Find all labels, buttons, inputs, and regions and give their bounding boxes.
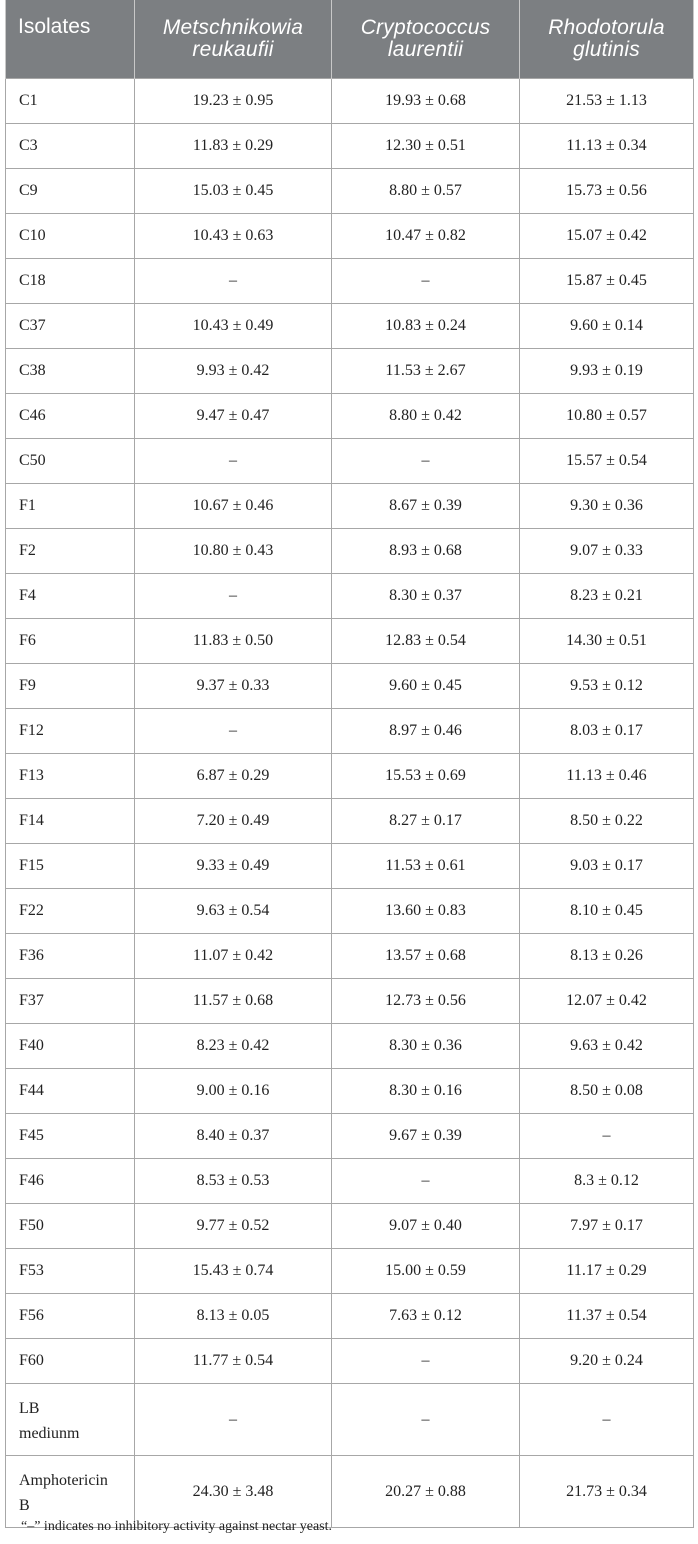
value-cell-m-reukaufii: 24.30 ± 3.48	[135, 1456, 332, 1528]
table-footnote: “–” indicates no inhibitory activity against nectar yeast.	[21, 1519, 333, 1534]
value-cell-c-laurentii: 10.47 ± 0.82	[332, 214, 520, 259]
isolate-cell: C9	[6, 169, 135, 214]
table-row	[6, 124, 694, 169]
isolate-label-line: mediunm	[19, 1424, 80, 1442]
value-cell-m-reukaufii: –	[135, 574, 332, 619]
value-cell-m-reukaufii: 7.20 ± 0.49	[135, 799, 332, 844]
value-cell-r-glutinis: 7.97 ± 0.17	[520, 1204, 694, 1249]
value-cell-c-laurentii: –	[332, 1384, 520, 1456]
isolate-cell: F4	[6, 574, 135, 619]
isolate-cell: F1	[6, 484, 135, 529]
value-cell-r-glutinis: 10.80 ± 0.57	[520, 394, 694, 439]
value-cell-m-reukaufii: 8.53 ± 0.53	[135, 1159, 332, 1204]
value-cell-r-glutinis: 8.13 ± 0.26	[520, 934, 694, 979]
value-cell-c-laurentii: 13.60 ± 0.83	[332, 889, 520, 934]
value-cell-r-glutinis: 15.07 ± 0.42	[520, 214, 694, 259]
table-row	[6, 664, 694, 709]
isolate-cell: F40	[6, 1024, 135, 1069]
value-cell-r-glutinis: 8.50 ± 0.08	[520, 1069, 694, 1114]
table-body	[6, 79, 694, 1528]
isolate-cell: F36	[6, 934, 135, 979]
value-cell-c-laurentii: 19.93 ± 0.68	[332, 79, 520, 124]
value-cell-r-glutinis: 9.20 ± 0.24	[520, 1339, 694, 1384]
value-cell-m-reukaufii: 11.83 ± 0.29	[135, 124, 332, 169]
isolate-cell: C18	[6, 259, 135, 304]
table-row	[6, 1204, 694, 1249]
value-cell-m-reukaufii: 19.23 ± 0.95	[135, 79, 332, 124]
value-cell-m-reukaufii: 9.93 ± 0.42	[135, 349, 332, 394]
value-cell-m-reukaufii: 9.37 ± 0.33	[135, 664, 332, 709]
value-cell-c-laurentii: –	[332, 1159, 520, 1204]
value-cell-m-reukaufii: 15.03 ± 0.45	[135, 169, 332, 214]
value-cell-c-laurentii: 20.27 ± 0.88	[332, 1456, 520, 1528]
value-cell-c-laurentii: 12.30 ± 0.51	[332, 124, 520, 169]
isolate-cell: F56	[6, 1294, 135, 1339]
value-cell-m-reukaufii: 10.43 ± 0.49	[135, 304, 332, 349]
value-cell-c-laurentii: 8.30 ± 0.36	[332, 1024, 520, 1069]
table-row	[6, 214, 694, 259]
header-row	[6, 0, 694, 79]
value-cell-r-glutinis: 9.60 ± 0.14	[520, 304, 694, 349]
value-cell-r-glutinis: 11.37 ± 0.54	[520, 1294, 694, 1339]
header-rhodotorula-glutinis: Rhodotorula glutinis	[520, 0, 694, 79]
table-row	[6, 439, 694, 484]
table-row	[6, 349, 694, 394]
isolate-cell: F13	[6, 754, 135, 799]
value-cell-r-glutinis: –	[520, 1384, 694, 1456]
isolate-cell: F37	[6, 979, 135, 1024]
isolate-cell: C38	[6, 349, 135, 394]
table-row	[6, 1456, 694, 1528]
value-cell-r-glutinis: 9.03 ± 0.17	[520, 844, 694, 889]
table-row	[6, 1294, 694, 1339]
table-row	[6, 1159, 694, 1204]
table-row	[6, 259, 694, 304]
isolate-cell	[6, 1384, 135, 1456]
value-cell-c-laurentii: 8.30 ± 0.16	[332, 1069, 520, 1114]
isolate-cell: C10	[6, 214, 135, 259]
table-row	[6, 1069, 694, 1114]
value-cell-r-glutinis: 8.23 ± 0.21	[520, 574, 694, 619]
isolate-cell: F44	[6, 1069, 135, 1114]
value-cell-m-reukaufii: 15.43 ± 0.74	[135, 1249, 332, 1294]
value-cell-c-laurentii: 8.67 ± 0.39	[332, 484, 520, 529]
value-cell-m-reukaufii: 8.23 ± 0.42	[135, 1024, 332, 1069]
value-cell-r-glutinis: 8.03 ± 0.17	[520, 709, 694, 754]
value-cell-c-laurentii: 9.07 ± 0.40	[332, 1204, 520, 1249]
value-cell-c-laurentii: 15.00 ± 0.59	[332, 1249, 520, 1294]
value-cell-m-reukaufii: 11.57 ± 0.68	[135, 979, 332, 1024]
value-cell-m-reukaufii: 9.77 ± 0.52	[135, 1204, 332, 1249]
isolate-cell: C3	[6, 124, 135, 169]
table-row	[6, 709, 694, 754]
value-cell-c-laurentii: 8.80 ± 0.42	[332, 394, 520, 439]
value-cell-r-glutinis: 8.10 ± 0.45	[520, 889, 694, 934]
header-metschnikowia-reukaufii: Metschnikowia reukaufii	[135, 0, 332, 79]
table-row	[6, 1024, 694, 1069]
value-cell-r-glutinis: 15.57 ± 0.54	[520, 439, 694, 484]
table-row	[6, 1384, 694, 1456]
value-cell-m-reukaufii: 10.43 ± 0.63	[135, 214, 332, 259]
value-cell-c-laurentii: 8.97 ± 0.46	[332, 709, 520, 754]
value-cell-r-glutinis: 12.07 ± 0.42	[520, 979, 694, 1024]
value-cell-r-glutinis: 15.87 ± 0.45	[520, 259, 694, 304]
value-cell-c-laurentii: –	[332, 439, 520, 484]
value-cell-m-reukaufii: 11.77 ± 0.54	[135, 1339, 332, 1384]
table-row	[6, 1339, 694, 1384]
value-cell-c-laurentii: 12.73 ± 0.56	[332, 979, 520, 1024]
table-row	[6, 169, 694, 214]
value-cell-c-laurentii: –	[332, 1339, 520, 1384]
value-cell-r-glutinis: 14.30 ± 0.51	[520, 619, 694, 664]
value-cell-m-reukaufii: 10.80 ± 0.43	[135, 529, 332, 574]
table-row	[6, 484, 694, 529]
value-cell-c-laurentii: 9.60 ± 0.45	[332, 664, 520, 709]
table-row	[6, 1249, 694, 1294]
value-cell-c-laurentii: –	[332, 259, 520, 304]
table-row	[6, 844, 694, 889]
table-row	[6, 799, 694, 844]
value-cell-c-laurentii: 8.30 ± 0.37	[332, 574, 520, 619]
value-cell-m-reukaufii: –	[135, 709, 332, 754]
isolate-cell: F2	[6, 529, 135, 574]
table-row	[6, 619, 694, 664]
value-cell-r-glutinis: 8.50 ± 0.22	[520, 799, 694, 844]
value-cell-m-reukaufii: 10.67 ± 0.46	[135, 484, 332, 529]
isolate-cell: C50	[6, 439, 135, 484]
value-cell-m-reukaufii: –	[135, 259, 332, 304]
value-cell-r-glutinis: 9.53 ± 0.12	[520, 664, 694, 709]
table-row	[6, 394, 694, 439]
table-row	[6, 304, 694, 349]
value-cell-r-glutinis: 8.3 ± 0.12	[520, 1159, 694, 1204]
value-cell-r-glutinis: 21.73 ± 0.34	[520, 1456, 694, 1528]
value-cell-c-laurentii: 13.57 ± 0.68	[332, 934, 520, 979]
value-cell-m-reukaufii: –	[135, 1384, 332, 1456]
value-cell-c-laurentii: 7.63 ± 0.12	[332, 1294, 520, 1339]
value-cell-r-glutinis: 9.93 ± 0.19	[520, 349, 694, 394]
header-isolates: Isolates	[6, 0, 135, 79]
value-cell-c-laurentii: 8.80 ± 0.57	[332, 169, 520, 214]
isolate-cell: F14	[6, 799, 135, 844]
value-cell-m-reukaufii: –	[135, 439, 332, 484]
isolate-cell: F53	[6, 1249, 135, 1294]
table-row	[6, 754, 694, 799]
value-cell-r-glutinis: 21.53 ± 1.13	[520, 79, 694, 124]
isolate-cell: C46	[6, 394, 135, 439]
isolate-cell: F22	[6, 889, 135, 934]
table-header	[6, 0, 694, 79]
value-cell-m-reukaufii: 9.33 ± 0.49	[135, 844, 332, 889]
value-cell-m-reukaufii: 8.13 ± 0.05	[135, 1294, 332, 1339]
value-cell-m-reukaufii: 6.87 ± 0.29	[135, 754, 332, 799]
header-cryptococcus-laurentii: Cryptococcus laurentii	[332, 0, 520, 79]
value-cell-c-laurentii: 11.53 ± 2.67	[332, 349, 520, 394]
value-cell-c-laurentii: 11.53 ± 0.61	[332, 844, 520, 889]
isolate-cell: F6	[6, 619, 135, 664]
document	[5, 0, 693, 1534]
isolate-cell: F46	[6, 1159, 135, 1204]
isolate-cell: F9	[6, 664, 135, 709]
value-cell-m-reukaufii: 9.00 ± 0.16	[135, 1069, 332, 1114]
value-cell-c-laurentii: 10.83 ± 0.24	[332, 304, 520, 349]
value-cell-r-glutinis: 9.63 ± 0.42	[520, 1024, 694, 1069]
table-row	[6, 934, 694, 979]
value-cell-c-laurentii: 12.83 ± 0.54	[332, 619, 520, 664]
table-row	[6, 529, 694, 574]
isolate-cell: C1	[6, 79, 135, 124]
value-cell-r-glutinis: 11.13 ± 0.46	[520, 754, 694, 799]
inhibition-zone-table	[5, 0, 694, 1528]
value-cell-m-reukaufii: 11.83 ± 0.50	[135, 619, 332, 664]
value-cell-c-laurentii: 15.53 ± 0.69	[332, 754, 520, 799]
table-row	[6, 889, 694, 934]
table-row	[6, 1114, 694, 1159]
isolate-cell: C37	[6, 304, 135, 349]
isolate-cell: F15	[6, 844, 135, 889]
isolate-cell	[6, 1456, 135, 1528]
value-cell-m-reukaufii: 9.63 ± 0.54	[135, 889, 332, 934]
value-cell-r-glutinis: 11.13 ± 0.34	[520, 124, 694, 169]
table-row	[6, 979, 694, 1024]
value-cell-m-reukaufii: 9.47 ± 0.47	[135, 394, 332, 439]
isolate-cell: F50	[6, 1204, 135, 1249]
isolate-label-line: B	[19, 1496, 30, 1514]
table-row	[6, 574, 694, 619]
isolate-cell: F45	[6, 1114, 135, 1159]
value-cell-m-reukaufii: 11.07 ± 0.42	[135, 934, 332, 979]
value-cell-r-glutinis: 9.07 ± 0.33	[520, 529, 694, 574]
value-cell-r-glutinis: –	[520, 1114, 694, 1159]
isolate-cell: F12	[6, 709, 135, 754]
isolate-label-line: LB	[19, 1399, 40, 1417]
value-cell-m-reukaufii: 8.40 ± 0.37	[135, 1114, 332, 1159]
value-cell-c-laurentii: 8.93 ± 0.68	[332, 529, 520, 574]
value-cell-r-glutinis: 9.30 ± 0.36	[520, 484, 694, 529]
value-cell-c-laurentii: 8.27 ± 0.17	[332, 799, 520, 844]
value-cell-r-glutinis: 15.73 ± 0.56	[520, 169, 694, 214]
isolate-label-line: Amphotericin	[19, 1471, 108, 1489]
table-row	[6, 79, 694, 124]
value-cell-r-glutinis: 11.17 ± 0.29	[520, 1249, 694, 1294]
value-cell-c-laurentii: 9.67 ± 0.39	[332, 1114, 520, 1159]
isolate-cell: F60	[6, 1339, 135, 1384]
